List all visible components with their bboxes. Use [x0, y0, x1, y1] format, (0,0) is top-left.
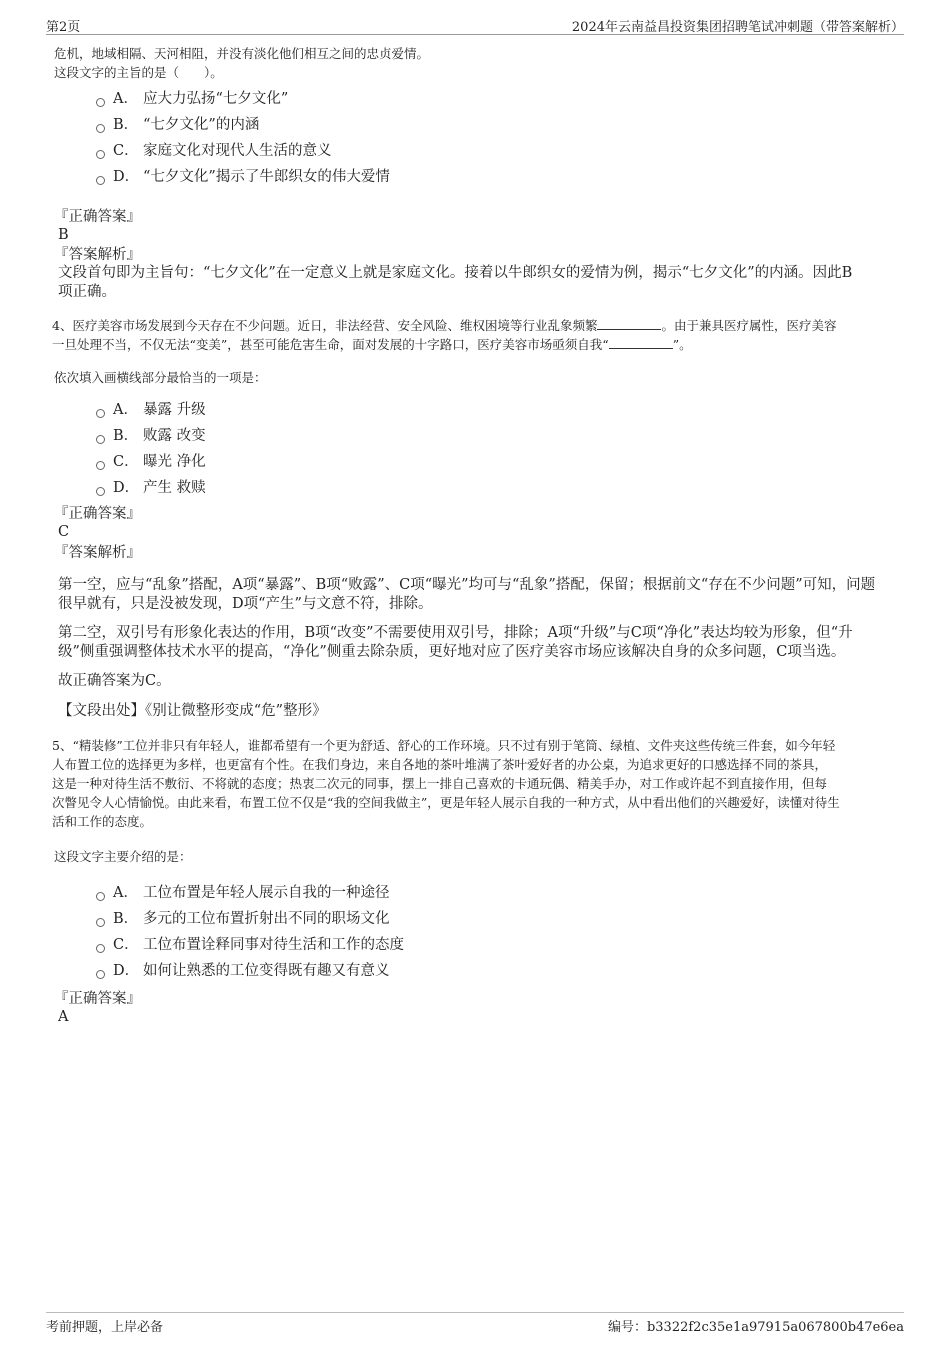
page-number: 第2页	[46, 20, 81, 35]
q4-analysis-label: 『答案解析』	[54, 545, 141, 561]
q3-option-a[interactable]: A． 应大力弘扬“七夕文化”	[96, 86, 896, 112]
radio-icon[interactable]	[96, 944, 105, 953]
q4-option-c[interactable]: C． 曝光 净化	[96, 449, 896, 475]
radio-icon[interactable]	[96, 487, 105, 496]
radio-icon[interactable]	[96, 970, 105, 979]
q3-analysis-label: 『答案解析』	[54, 247, 141, 263]
q4-stem-line2: 一旦处理不当，不仅无法“变美”，甚至可能危害生命，面对发展的十字路口，医疗美容市场亟须自我“ ”。	[52, 337, 692, 352]
q4-answer: C	[58, 524, 70, 540]
q4-answer-label: 『正确答案』	[54, 506, 141, 522]
document-title: 2024年云南益昌投资集团招聘笔试冲刺题（带答案解析）	[571, 20, 904, 35]
q4-blank-2[interactable]	[609, 336, 673, 349]
q5-answer: A	[58, 1009, 69, 1025]
q3-option-d[interactable]: D． “七夕文化”揭示了牛郎织女的伟大爱情	[96, 164, 896, 190]
q4-prompt: 依次填入画横线部分最恰当的一项是：	[54, 370, 267, 385]
q4-blank-1[interactable]	[597, 317, 661, 330]
page-header	[46, 14, 904, 35]
q3-option-c[interactable]: C． 家庭文化对现代人生活的意义	[96, 138, 896, 164]
q3-analysis-line2: 项正确。	[58, 284, 116, 300]
q5-option-d[interactable]: D． 如何让熟悉的工位变得既有趣又有意义	[96, 958, 896, 984]
q5-stem-line3: 这是一种对待生活不敷衍、不将就的态度；热衷二次元的同事，摆上一排自己喜欢的卡通玩偶、精美手办，对工作或许起不到直接作用，但每	[52, 776, 828, 791]
radio-icon[interactable]	[96, 150, 105, 159]
q4-para1-line2: 很早就有，只是没被发现，D项“产生”与文意不符，排除。	[58, 596, 433, 612]
q4-options	[54, 397, 896, 501]
document-id: 编号：b3322f2c35e1a97915a067800b47e6ea	[607, 1320, 904, 1335]
radio-icon[interactable]	[96, 892, 105, 901]
q3-passage-tail: 危机，地域相隔、天河相阻，并没有淡化他们相互之间的忠贞爱情。	[54, 46, 430, 61]
q3-options	[54, 86, 896, 190]
q4-para1-line1: 第一空，应与“乱象”搭配，A项“暴露”、B项“败露”、C项“曝光”均可与“乱象”搭配，保留；根据前文“存在不少问题”可知，问题	[58, 577, 876, 593]
q4-source: 【文段出处】《别让微整形变成“危”整形》	[58, 703, 327, 719]
q5-prompt: 这段文字主要介绍的是：	[54, 849, 192, 864]
q4-stem-line1: 4、医疗美容市场发展到今天存在不少问题。近日，非法经营、安全风险、维权困境等行业乱象频繁 。由于兼具医疗属性，医疗美容	[52, 318, 837, 333]
q4-option-d[interactable]: D． 产生 救赎	[96, 475, 896, 501]
q5-stem-line2: 人布置工位的选择更为多样，也更富有个性。在我们身边，来自各地的茶叶堆满了茶叶爱好者的办公桌，为追求更好的口感选择不同的茶具，	[52, 757, 828, 772]
q3-prompt: 这段文字的主旨的是（ ）。	[54, 65, 223, 80]
radio-icon[interactable]	[96, 435, 105, 444]
page-footer	[46, 1312, 904, 1335]
radio-icon[interactable]	[96, 918, 105, 927]
q5-options	[54, 880, 896, 984]
q5-stem-line1: 5、“精装修”工位并非只有年轻人，谁都希望有一个更为舒适、舒心的工作环境。只不过有别于笔筒、绿植、文件夹这些传统三件套，如今年轻	[52, 738, 836, 753]
footer-slogan: 考前押题，上岸必备	[46, 1320, 164, 1335]
radio-icon[interactable]	[96, 176, 105, 185]
q4-option-a[interactable]: A． 暴露 升级	[96, 397, 896, 423]
q3-answer-label: 『正确答案』	[54, 209, 141, 225]
q5-answer-label: 『正确答案』	[54, 991, 141, 1007]
radio-icon[interactable]	[96, 124, 105, 133]
radio-icon[interactable]	[96, 461, 105, 470]
q5-option-c[interactable]: C． 工位布置诠释同事对待生活和工作的态度	[96, 932, 896, 958]
radio-icon[interactable]	[96, 409, 105, 418]
q4-option-b[interactable]: B． 败露 改变	[96, 423, 896, 449]
q4-conclusion: 故正确答案为C。	[58, 673, 171, 689]
q5-stem-line5: 活和工作的态度。	[52, 814, 153, 829]
q3-analysis-line1: 文段首句即为主旨句：“七夕文化”在一定意义上就是家庭文化。接着以牛郎织女的爱情为例，揭示“七夕文化”的内涵。因此B	[58, 265, 853, 281]
page-content	[54, 44, 896, 1026]
q5-option-b[interactable]: B． 多元的工位布置折射出不同的职场文化	[96, 906, 896, 932]
q4-para2-line2: 级”侧重强调整体技术水平的提高，“净化”侧重去除杂质，更好地对应了医疗美容市场应该解决自身的众多问题，C项当选。	[58, 644, 846, 660]
q3-answer: B	[58, 227, 69, 243]
q4-para2-line1: 第二空，双引号有形象化表达的作用，B项“改变”不需要使用双引号，排除；A项“升级”与C项“净化”表达均较为形象，但“升	[58, 625, 853, 641]
q5-stem-line4: 次瞥见令人心情愉悦。由此来看，布置工位不仅是“我的空间我做主”，更是年轻人展示自我的一种方式，从中看出他们的兴趣爱好，读懂对待生	[52, 795, 840, 810]
q5-option-a[interactable]: A． 工位布置是年轻人展示自我的一种途径	[96, 880, 896, 906]
q3-option-b[interactable]: B． “七夕文化”的内涵	[96, 112, 896, 138]
radio-icon[interactable]	[96, 98, 105, 107]
